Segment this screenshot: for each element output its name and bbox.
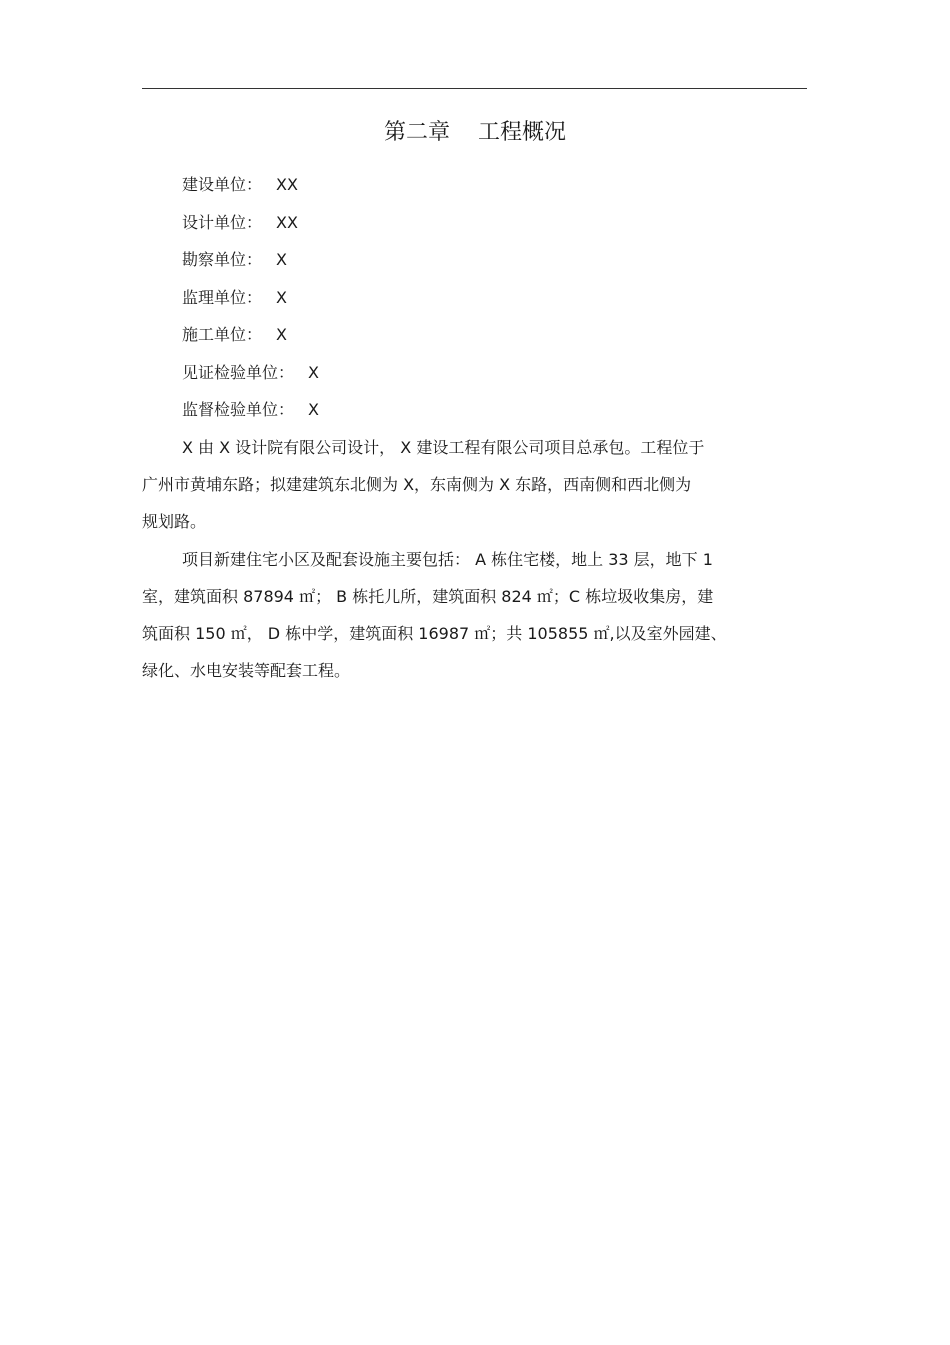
chapter-number: 第二章 [383,120,450,145]
unit-row-design [182,208,319,246]
paragraph-line: 规划路。 [142,512,207,531]
unit-value: X [276,325,287,344]
paragraph-project-scope [142,545,807,693]
paragraph-line: 绿化、水电安装等配套工程。 [142,661,351,680]
unit-label: 监理单位： [182,287,263,307]
chapter-name: 工程概况 [478,120,567,145]
paragraph-line: 项目新建住宅小区及配套设施主要包括： A 栋住宅楼，地上 33 层，地下 1 [182,550,713,569]
unit-label: 施工单位： [182,325,263,344]
unit-value: X [276,287,287,307]
unit-row-supervisory-inspection [182,395,319,433]
unit-label: 监督检验单位： [182,400,295,419]
unit-row-survey [182,245,319,283]
unit-list [182,170,319,433]
paragraph-line: 室，建筑面积 87894 ㎡； B 栋托儿所，建筑面积 824 ㎡；C 栋垃圾收集房，建 [142,587,714,606]
unit-row-contractor [182,320,319,358]
unit-value: XX [276,212,298,232]
unit-label: 建设单位： [182,175,263,194]
unit-label: 勘察单位： [182,250,263,269]
header-rule [142,88,807,89]
paragraph-line: X 由 X 设计院有限公司设计， X 建设工程有限公司项目总承包。工程位于 [182,438,705,457]
unit-label: 设计单位： [182,212,263,232]
unit-value: XX [276,175,298,194]
unit-value: X [308,362,319,382]
unit-label: 见证检验单位： [182,362,295,382]
unit-row-construction [182,170,319,208]
unit-row-witness-inspection [182,358,319,396]
unit-row-supervision [182,283,319,321]
unit-value: X [276,250,287,269]
paragraph-project-overview [142,433,807,544]
unit-value: X [308,400,319,419]
page-title [0,117,950,149]
paragraph-line: 广州市黄埔东路；拟建建筑东北侧为 X，东南侧为 X 东路，西南侧和西北侧为 [142,475,692,494]
paragraph-line: 筑面积 150 ㎡， D 栋中学，建筑面积 16987 ㎡；共 105855 ㎡,以及室外园建、 [142,624,727,643]
